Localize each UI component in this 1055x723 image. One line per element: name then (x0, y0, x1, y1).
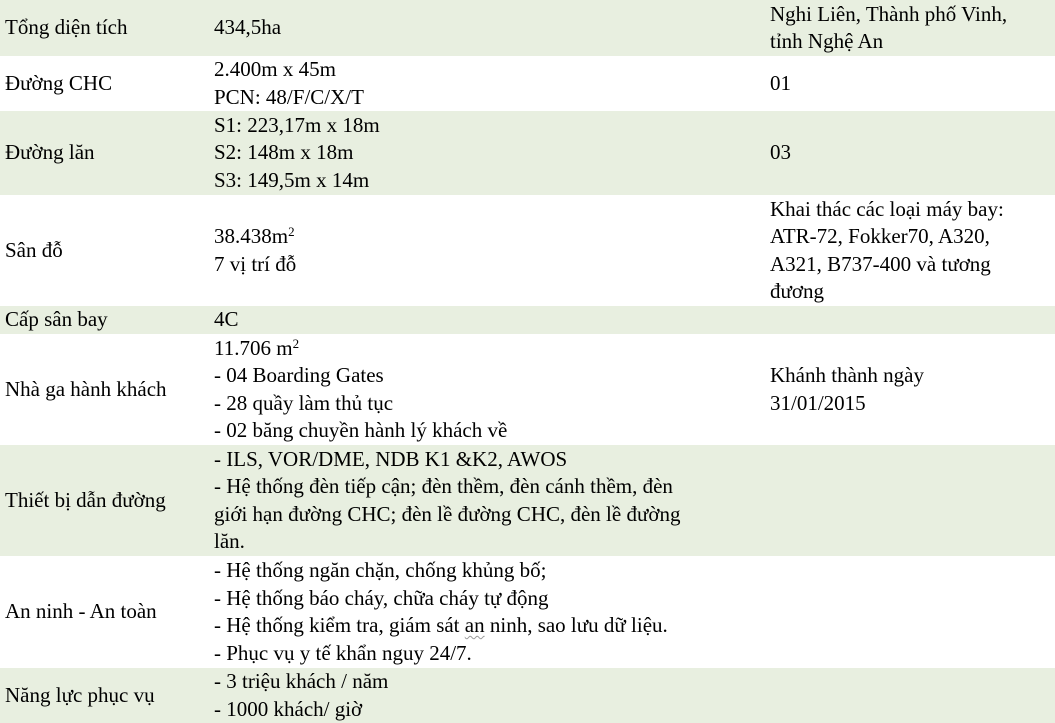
value-line: - 28 quầy làm thủ tục (214, 390, 394, 415)
value-line: - Hệ thống đèn tiếp cận; đèn thềm, đèn cánh thềm, đèn (214, 474, 673, 498)
value-text: ninh, sao lưu dữ liệu. (484, 613, 668, 637)
row-value (209, 556, 764, 668)
row-note (764, 306, 1055, 334)
note-line: 31/01/2015 (770, 390, 866, 415)
value-line: - Hệ thống báo cháy, chữa cháy tự động (214, 585, 549, 610)
area-text: 38.438m (214, 224, 289, 248)
value-text: - Hệ thống kiểm tra, giám sát (214, 613, 465, 637)
value-line: S1: 223,17m x 18m (214, 112, 380, 137)
note-line: Nghi Liên, Thành phố Vinh, (770, 1, 1008, 26)
row-label: Tổng diện tích (0, 0, 209, 56)
row-note (764, 195, 1055, 306)
value-line: 434,5ha (214, 15, 282, 40)
table-row (0, 334, 1055, 445)
value-line: - ILS, VOR/DME, NDB K1 &K2, AWOS (214, 446, 568, 471)
superscript: 2 (288, 224, 295, 239)
value-line: PCN: 48/F/C/X/T (214, 84, 364, 109)
superscript: 2 (292, 335, 300, 351)
value-line (214, 612, 764, 640)
row-value (209, 111, 764, 195)
row-label: Thiết bị dẫn đường (0, 445, 209, 556)
table-row (0, 111, 1055, 195)
row-value (209, 334, 764, 445)
table-row (0, 56, 1055, 111)
row-value (209, 56, 764, 111)
row-label: Năng lực phục vụ (0, 668, 209, 723)
row-value (209, 0, 764, 56)
table-row (0, 0, 1055, 56)
note-line: tỉnh Nghệ An (770, 29, 884, 53)
value-line: - 3 triệu khách / năm (214, 669, 389, 693)
row-label: Nhà ga hành khách (0, 334, 209, 445)
value-line: - Phục vụ y tế khẩn nguy 24/7. (214, 640, 472, 665)
table-row (0, 306, 1055, 334)
value-line (214, 223, 764, 251)
note-line: Khai thác các loại máy bay: (770, 196, 1004, 221)
table-row (0, 556, 1055, 668)
area-text: 11.706 m (214, 335, 293, 360)
row-value (209, 306, 764, 334)
row-label: An ninh - An toàn (0, 556, 209, 668)
value-line: giới hạn đường CHC; đèn lề đường CHC, đèn lề đường (214, 501, 681, 526)
value-line: 7 vị trí đỗ (214, 251, 297, 276)
row-value (209, 668, 764, 723)
note-line: 03 (770, 140, 791, 165)
table-row (0, 668, 1055, 723)
value-line: - 02 băng chuyền hành lý khách về (214, 418, 508, 442)
value-line: - Hệ thống ngăn chặn, chống khủng bố; (214, 558, 547, 582)
value-line: 2.400m x 45m (214, 57, 336, 81)
row-note (764, 56, 1055, 111)
value-line (214, 335, 764, 363)
value-line: S2: 148m x 18m (214, 140, 354, 165)
row-note (764, 0, 1055, 56)
value-line: - 1000 khách/ giờ (214, 696, 363, 721)
note-line: Khánh thành ngày (770, 363, 924, 387)
note-line: 01 (770, 70, 791, 95)
row-value (209, 445, 764, 556)
note-line: A321, B737-400 và tương (770, 251, 991, 276)
row-label: Đường CHC (0, 56, 209, 111)
row-label: Cấp sân bay (0, 306, 209, 334)
row-label: Sân đỗ (0, 195, 209, 306)
row-note (764, 556, 1055, 668)
table-row (0, 445, 1055, 556)
row-label: Đường lăn (0, 111, 209, 195)
spellcheck-underlined-word: an (464, 613, 485, 637)
value-line: - 04 Boarding Gates (214, 363, 384, 387)
row-note (764, 334, 1055, 445)
value-line: lăn. (214, 529, 245, 553)
note-line: ATR-72, Fokker70, A320, (770, 224, 990, 248)
value-line: 4C (214, 307, 239, 332)
row-note (764, 445, 1055, 556)
note-line: đương (770, 279, 824, 303)
row-note (764, 668, 1055, 723)
row-note (764, 111, 1055, 195)
row-value (209, 195, 764, 306)
value-line: S3: 149,5m x 14m (214, 167, 370, 192)
table-row (0, 195, 1055, 306)
